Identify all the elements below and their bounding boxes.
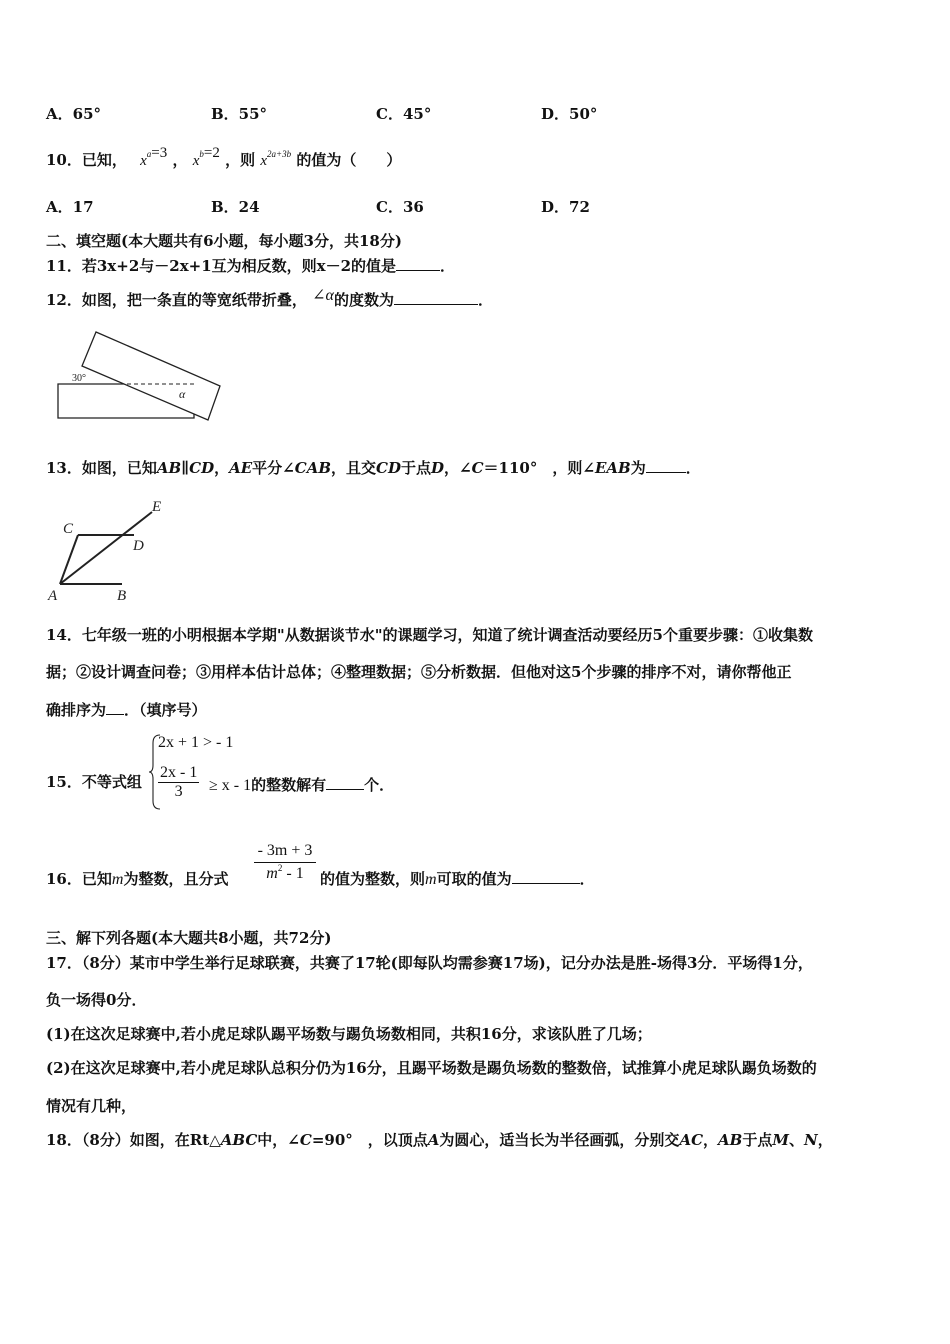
q13-parallel-lines-figure bbox=[44, 496, 174, 606]
q15-fraction-numerator: 2x - 1 bbox=[160, 764, 198, 781]
q9-option-a: A．65° bbox=[46, 105, 102, 123]
q14-line-3-text: 确排序为 bbox=[46, 701, 107, 719]
q15-suffix: 的整数解有 bbox=[251, 776, 327, 794]
q10-option-a: A．17 bbox=[46, 198, 94, 216]
q17-part-1: (1)在这次足球赛中,若小虎足球队踢平场数与踢负场数相同，共积16分，求该队胜了几场； bbox=[46, 1025, 652, 1043]
q13-end: ． bbox=[685, 459, 701, 477]
q10-expr2-rhs: =2 bbox=[203, 145, 220, 161]
q16-den-rest: - 1 bbox=[286, 865, 304, 882]
q12-stem bbox=[46, 289, 493, 310]
q13-t12: C bbox=[471, 459, 484, 477]
q12-angle: ∠α bbox=[312, 287, 334, 304]
q13-t5: 平分∠ bbox=[252, 459, 295, 477]
q12-prefix: 12．如图，把一条直的等宽纸带折叠， bbox=[46, 291, 307, 309]
q15-answer-blank[interactable] bbox=[326, 775, 364, 790]
q10-tail: 的值为（ ） bbox=[296, 151, 402, 169]
q13-label-c: C bbox=[63, 521, 74, 537]
q15-inequality-1: 2x + 1 > - 1 bbox=[158, 734, 234, 751]
q16-end: ． bbox=[579, 870, 595, 888]
q18-t4: C bbox=[299, 1131, 312, 1149]
section2-heading: 二、填空题(本大题共有6小题，每小题3分，共18分) bbox=[46, 232, 402, 250]
q13-label-a: A bbox=[48, 588, 58, 604]
q16-stem-right bbox=[320, 868, 595, 889]
q18-t9: ， bbox=[703, 1131, 719, 1149]
q13-t8: CD bbox=[376, 459, 401, 477]
q18-t6: A bbox=[427, 1131, 440, 1149]
q11-stem bbox=[46, 255, 455, 276]
q15-fraction bbox=[158, 764, 199, 801]
q12-suffix: 的度数为 bbox=[333, 291, 394, 309]
q18-t5: =90° ，以顶点 bbox=[311, 1131, 428, 1149]
q10-number: 10．已知， bbox=[46, 151, 127, 169]
q14-tail: ．（填序号） bbox=[124, 701, 207, 719]
q12-angle-30-label: 30° bbox=[72, 373, 86, 384]
q16-answer-blank[interactable] bbox=[512, 869, 580, 884]
q9-option-c: C．45° bbox=[376, 105, 432, 123]
q11-answer-blank[interactable] bbox=[396, 256, 440, 271]
q10-expr2-base: x bbox=[192, 153, 200, 169]
q16-suffix: 的值为整数，则 bbox=[320, 870, 426, 888]
q13-t2: AB∥CD bbox=[156, 459, 215, 477]
q10-then: ，则 bbox=[225, 151, 256, 169]
q10-option-d: D．72 bbox=[541, 198, 590, 216]
q14-answer-blank[interactable] bbox=[106, 700, 124, 715]
q15-tail bbox=[209, 774, 394, 795]
q13-t4: AE bbox=[229, 459, 253, 477]
q9-option-d: D．50° bbox=[541, 105, 598, 123]
q14-line-2: 据；②设计调查问卷；③用样本估计总体；④整理数据；⑤分析数据．但他对这5个步骤的排序不对，请你帮他正 bbox=[46, 663, 792, 681]
q16-fraction-numerator: - 3m + 3 bbox=[254, 842, 316, 863]
q16-fraction-denominator bbox=[254, 863, 316, 883]
q10-expr2-exp: b bbox=[199, 149, 204, 159]
q16-var: m bbox=[111, 871, 124, 888]
q18-t15: ， bbox=[817, 1131, 833, 1149]
q12-folded-strip-figure bbox=[52, 328, 222, 424]
q16-fraction bbox=[254, 842, 316, 883]
q10-stem bbox=[46, 145, 402, 170]
q18-t1: 18．（8分）如图，在Rt△ bbox=[46, 1131, 221, 1149]
q13-label-e: E bbox=[152, 499, 162, 515]
q10-expr1 bbox=[140, 145, 168, 169]
q14-line-1: 14．七年级一班的小明根据本学期"从数据谈节水"的课题学习，知道了统计调查活动要经历5个重要步骤：①收集数 bbox=[46, 626, 813, 644]
q16-den-base: m bbox=[266, 865, 278, 882]
q13-t13: ＝110° ，则∠ bbox=[483, 459, 595, 477]
q13-t10: D bbox=[431, 459, 445, 477]
q16-mid: 为整数，且分式 bbox=[123, 870, 229, 888]
q13-t1: 13．如图，已知 bbox=[46, 459, 157, 477]
q18-t11: 于点 bbox=[742, 1131, 773, 1149]
q16-var2: m bbox=[425, 871, 437, 888]
q18-t8: AC bbox=[679, 1131, 704, 1149]
q13-t15: 为 bbox=[630, 459, 646, 477]
q16-den-exp: 2 bbox=[277, 863, 283, 873]
q12-end: ． bbox=[477, 291, 493, 309]
q16-stem-left bbox=[46, 868, 228, 889]
q12-alpha-label: α bbox=[179, 387, 186, 401]
q10-comma: ， bbox=[172, 151, 188, 169]
q18-stem bbox=[46, 1129, 833, 1150]
q10-option-b: B．24 bbox=[211, 198, 260, 216]
q18-t14: N bbox=[804, 1131, 818, 1149]
q13-stem bbox=[46, 457, 701, 478]
q18-t3: 中，∠ bbox=[257, 1131, 300, 1149]
q15-prefix: 15．不等式组 bbox=[46, 773, 142, 791]
q15-end: 个． bbox=[364, 776, 395, 794]
q13-t7: ，且交 bbox=[331, 459, 377, 477]
q18-t10: AB bbox=[718, 1131, 743, 1149]
q10-expr2 bbox=[192, 145, 220, 169]
q10-expr1-rhs: =3 bbox=[151, 145, 168, 161]
q12-answer-blank[interactable] bbox=[394, 290, 478, 305]
q13-t9: 于点 bbox=[400, 459, 431, 477]
q17-line-2: 负一场得0分． bbox=[46, 991, 147, 1009]
q16-suffix2: 可取的值为 bbox=[436, 870, 512, 888]
q13-t14: EAB bbox=[594, 459, 631, 477]
q10-expr3 bbox=[260, 149, 292, 169]
q13-t11: ，∠ bbox=[444, 459, 472, 477]
q10-expr1-exp: a bbox=[146, 149, 152, 159]
q18-t12: M bbox=[772, 1131, 789, 1149]
q18-t13: 、 bbox=[788, 1131, 804, 1149]
q16-prefix: 16．已知 bbox=[46, 870, 112, 888]
q17-part-2-line-1: (2)在这次足球赛中,若小虎足球队总积分仍为16分，且踢平场数是踢负场数的整数倍，试推算小虎足球队踢负场数的 bbox=[46, 1059, 817, 1077]
q12-folded-strip bbox=[82, 332, 220, 420]
q15-fraction-denominator: 3 bbox=[174, 783, 183, 800]
q10-expr3-exp: 2a+3b bbox=[267, 149, 292, 159]
q15-inequality-2-rhs: ≥ x - 1 bbox=[209, 777, 252, 794]
q9-option-b: B．55° bbox=[211, 105, 268, 123]
section3-heading: 三、解下列各题(本大题共8小题，共72分) bbox=[46, 929, 332, 947]
q18-t2: ABC bbox=[220, 1131, 258, 1149]
q13-label-b: B bbox=[117, 588, 127, 604]
q13-t3: ， bbox=[214, 459, 230, 477]
q11-text: 11．若3x+2与－2x+1互为相反数，则x－2的值是 bbox=[46, 257, 397, 275]
q11-end: ． bbox=[440, 257, 456, 275]
q18-t7: 为圆心，适当长为半径画弧，分别交 bbox=[439, 1131, 680, 1149]
q10-expr3-base: x bbox=[260, 153, 268, 169]
q17-line-1: 17．（8分）某市中学生举行足球联赛，共赛了17轮(即每队均需参赛17场)，记分办法是胜-场得3分．平场得1分， bbox=[46, 954, 813, 972]
q13-t6: CAB bbox=[294, 459, 332, 477]
q10-expr1-base: x bbox=[140, 153, 147, 169]
q14-line-3 bbox=[46, 699, 207, 720]
q13-label-d: D bbox=[133, 538, 144, 554]
q13-answer-blank[interactable] bbox=[646, 458, 686, 473]
q17-part-2-line-2: 情况有几种， bbox=[46, 1097, 137, 1115]
q10-option-c: C．36 bbox=[376, 198, 424, 216]
